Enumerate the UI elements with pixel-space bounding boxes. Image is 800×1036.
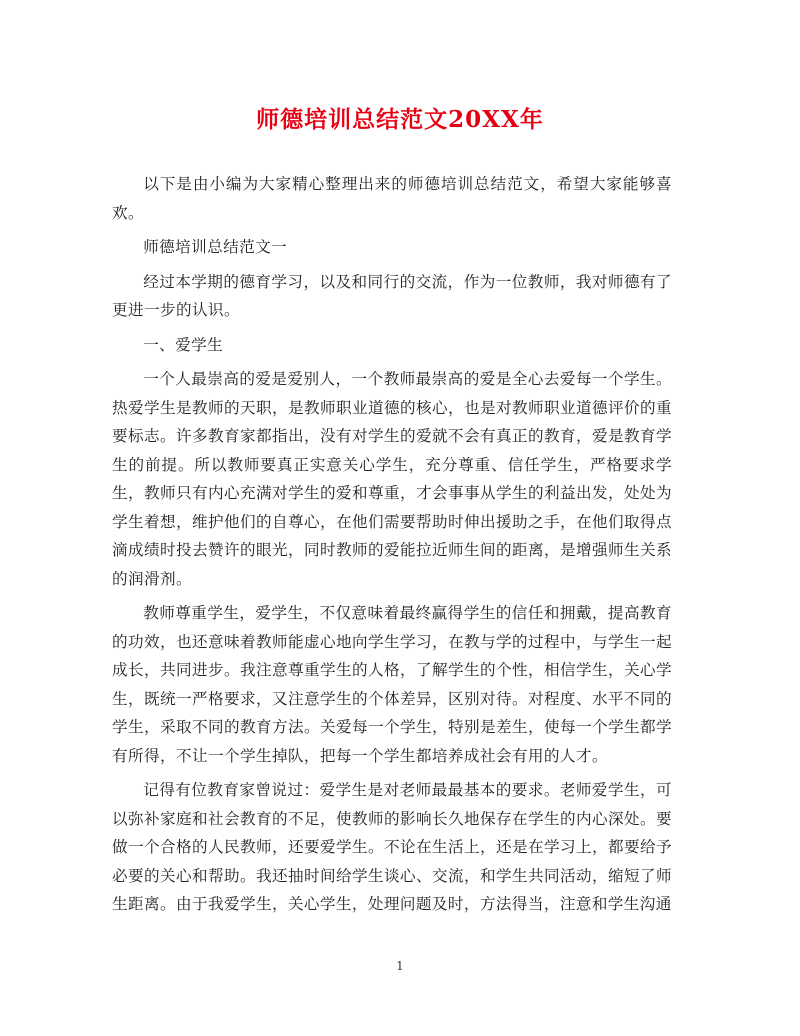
paragraph-love-students: 一个人最崇高的爱是爱别人，一个教师最崇高的爱是全心去爱每一个学生。热爱学生是教师的天职，是教师职业道德的核心，也是对教师职业道德评价的重要标志。许多教育家都指出，没有对学生的爱就不会有真正的教育，爱是教育学生的前提。所以教师要真正实意关心学生，充分尊重、信任学生，严格要求学生，教师只有内心充满对学生的爱和尊重，才会事事从学生的利益出发，处处为学生着想，维护他们的自尊心，在他们需要帮助时伸出援助之手，在他们取得点滴成绩时投去赞许的眼光，同时教师的爱能拉近师生间的距离，是增强师生关系的润滑剂。 bbox=[112, 370, 672, 588]
section-heading-love-students: 一、爱学生 bbox=[143, 335, 224, 354]
paragraph-opening: 经过本学期的德育学习，以及和同行的交流，作为一位教师，我对师德有了更进一步的认识。 bbox=[112, 272, 672, 319]
page-number: 1 bbox=[396, 959, 404, 973]
paragraph-respect-students: 教师尊重学生，爱学生，不仅意味着最终赢得学生的信任和拥戴，提高教育的功效，也还意味着教师能虚心地向学生学习，在教与学的过程中，与学生一起成长，共同进步。我注意尊重学生的人格，了解学生的个性，相信学生，关心学生，既统一严格要求，又注意学生的个体差异，区别对待。对程度、水平不同的学生，采取不同的教育方法。关爱每一个学生，特别是差生，使每一个学生都学有所得，不让一个学生掉队，把每一个学生都培养成社会有用的人才。 bbox=[112, 604, 672, 765]
intro-paragraph: 以下是由小编为大家精心整理出来的师德培训总结范文，希望大家能够喜欢。 bbox=[112, 175, 672, 222]
paragraph-educator-quote: 记得有位教育家曾说过：爱学生是对老师最最基本的要求。老师爱学生，可以弥补家庭和社会教育的不足，使教师的影响长久地保存在学生的内心深处。要做一个合格的人民教师，还要爱学生。不论在生活上，还是在学习上，都要给予必要的关心和帮助。我还抽时间给学生谈心、交流，和学生共同活动，缩短了师生距离。由于我爱学生，关心学生，处理问题及时，方法得当，注意和学生沟通 bbox=[112, 781, 672, 913]
document-title: 师德培训总结范文20XX年 bbox=[256, 106, 544, 133]
section-heading-essay-one: 师德培训总结范文一 bbox=[143, 238, 288, 256]
document-body bbox=[112, 170, 672, 925]
